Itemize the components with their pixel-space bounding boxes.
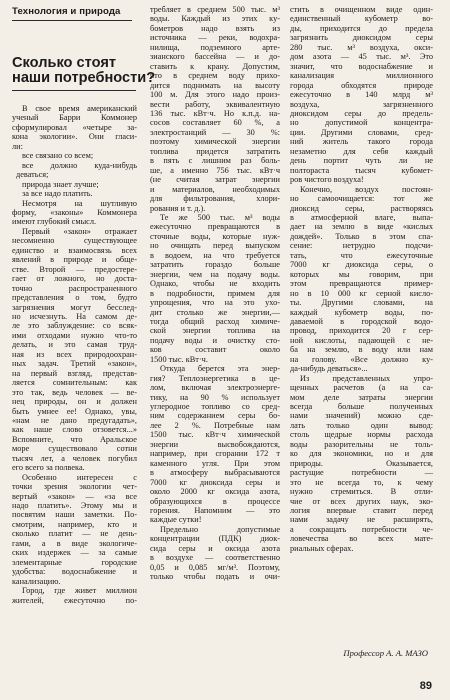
text-line: энергии высвобождаются, — [150, 439, 280, 449]
text-line: да-нибудь деваться»... — [290, 364, 368, 374]
text-line: сида серы и оксида азота — [150, 543, 280, 553]
text-line: канализация миллионного — [290, 71, 433, 81]
text-line: горения. Напомним — это — [150, 506, 280, 516]
text-line: нилища, подземного арте- — [150, 42, 280, 52]
text-line: бометров надо взять из — [150, 23, 280, 33]
text-line: ний житель такого города — [290, 137, 433, 147]
text-line: в подробности, примем для — [150, 288, 280, 298]
section-rubric: Технология и природа — [12, 6, 121, 17]
text-line: дождей». Только в этом спа- — [290, 231, 433, 241]
text-line: в атмосферной влаге, выпа- — [290, 212, 433, 222]
text-line: затратить гораздо больше — [150, 260, 280, 270]
text-line: полтораста тысяч кубомет- — [290, 165, 433, 175]
text-line: тысяч лет, а человек погубил — [12, 453, 137, 463]
text-line: В свое время американский — [22, 104, 137, 113]
author-signature: Профессор А. А. МАЗО — [343, 648, 428, 658]
text-line: образующихся в процессе — [150, 496, 280, 506]
text-line: надо платить». Этому мы и — [12, 501, 137, 511]
text-line: воздуха, загрязненного — [290, 99, 433, 109]
text-line: ских издержек — за самые — [12, 548, 137, 558]
text-line: ловечества во всех мате- — [290, 534, 433, 544]
text-line: а сокращать потребности че- — [290, 524, 433, 534]
text-line: углеродное топливо со сред- — [150, 402, 280, 412]
text-line: море существовало сотни — [12, 444, 137, 454]
text-line: все должно куда-нибудь — [22, 160, 137, 170]
text-line: как наше слово отзовется...» — [12, 425, 137, 435]
text-line: нец природы, он и должен — [12, 397, 137, 407]
text-line: источника — реки, водохра- — [150, 33, 280, 43]
text-line: ды, приходится до предела — [290, 23, 433, 33]
text-line: сточные воды, которые нуж- — [150, 231, 280, 241]
text-line: несомненно существующее — [12, 236, 137, 246]
text-line: ко для экономики, но и для — [290, 449, 433, 459]
text-line: посвятим наши заметки. По- — [12, 510, 137, 520]
text-line: мом деле затраты энергии — [290, 392, 433, 402]
article-headline — [12, 55, 156, 86]
text-line: тогда общий расход химиче- — [150, 316, 280, 326]
text-line: например, при сгорании 172 т — [150, 449, 280, 459]
text-line: загрязнения могут бесслед- — [12, 302, 137, 312]
text-line: каменного угля. При этом — [150, 458, 280, 468]
text-line: точно распространенного — [12, 283, 137, 293]
text-line: в водоем, на что требуется — [150, 250, 280, 260]
text-line: и материалов, необходимых — [150, 184, 280, 194]
text-line: вести работу, эквивалентную — [150, 99, 280, 109]
text-line: его всего за полвека. — [12, 463, 85, 473]
text-line: 7000 кг диоксида серы, о — [290, 260, 433, 270]
text-line: нами значений) можно сде- — [290, 411, 433, 421]
text-line: вертый «закон» — «за все — [12, 491, 137, 501]
text-line: форму, «законы» Коммонера — [12, 207, 137, 217]
text-line: даваемой в городской водо- — [290, 316, 433, 326]
text-line: дом азота — 45 тыс. м³. Это — [290, 52, 433, 62]
text-line: загрязнить диоксидом серы — [290, 33, 433, 43]
text-line: гия? Теплоэнергетика в це- — [150, 373, 280, 383]
text-line: 7000 кг диоксида серы и — [150, 477, 280, 487]
text-line: ров чистого воздуха! — [290, 175, 364, 185]
text-line: стве. Второй — предостере- — [12, 264, 137, 274]
text-line: каждые сутки! — [150, 515, 202, 525]
text-line: сформулировал «четыре за- — [12, 122, 137, 132]
text-line: ли: — [12, 141, 23, 151]
text-line: имеют глубокий смысл. — [12, 217, 97, 227]
text-line: день портит чуть ли не — [290, 156, 433, 166]
headline-line: наши потребности? — [12, 70, 156, 86]
text-line: это так, ведь человек — ве- — [12, 387, 137, 397]
article-column-3 — [290, 5, 433, 553]
text-line: города обходятся природе — [290, 80, 433, 90]
text-line: нами задачу не расширять, — [290, 515, 433, 525]
text-line: 0,05 и 0,085 мг/м³. Поэтому, — [150, 562, 280, 572]
text-line: в атмосферу выбрасываются — [150, 468, 280, 478]
text-line: (не считая затрат энергии — [150, 175, 280, 185]
text-line: ков составит около — [150, 345, 280, 355]
text-line: ежесуточно в 140 млрд м³ — [290, 90, 433, 100]
text-line: гами, а в виде экологиче- — [12, 538, 137, 548]
text-line: ная из всех природоохран- — [12, 349, 137, 359]
text-line: только чтобы подать и очи- — [150, 572, 280, 582]
text-line: зианского бассейна — и до- — [150, 52, 280, 62]
text-line: этом превращаются пример- — [290, 279, 433, 289]
text-line: Вспомните, что Аральское — [12, 434, 137, 444]
text-line: дится поднимать на высоту — [150, 80, 280, 90]
text-line: элементарные городские — [12, 557, 137, 567]
article-column-2 — [150, 5, 280, 582]
text-line: «нам не дано предугадать», — [12, 415, 137, 425]
text-line: ба на землю, в воду или нам — [290, 345, 433, 355]
text-line: ляется сомнительным: как — [12, 378, 137, 388]
text-line: ской энергии топлива на — [150, 326, 280, 336]
text-line: чие от всех других наук, эко- — [290, 496, 433, 506]
text-line: единство и взаимосвязь всех — [12, 245, 137, 255]
text-line: рования и т. д.). — [150, 203, 206, 213]
text-line: это не всегда то, к чему — [290, 477, 433, 487]
text-line: но очищать перед выпуском — [150, 241, 280, 251]
text-line: Особенно интересен с — [22, 472, 137, 482]
text-line: ним содержанием серы бо- — [150, 411, 280, 421]
text-line: ставить к крану. Допустим, — [150, 61, 280, 71]
text-line: ежесуточно превращаются в — [150, 222, 280, 232]
text-line: для фильтрования, хлори- — [150, 194, 280, 204]
text-line: сение: нетрудно подсчи- — [290, 241, 433, 251]
text-line: но в 10 000 кг серной кисло- — [290, 288, 433, 298]
text-line: около 2000 кг оксида азота, — [150, 487, 280, 497]
text-line: энергии, чем на подачу воды. — [150, 269, 280, 279]
text-line: логия впервые ставит перед — [290, 506, 433, 516]
text-line: в пять с лишним раз боль- — [150, 156, 280, 166]
text-line: Конечно, воздух постоян- — [300, 184, 433, 194]
text-line: удобства: водоснабжение и — [12, 567, 137, 577]
text-line: явлений в природе и обще- — [12, 255, 137, 265]
text-line: но допустимой концентра- — [290, 118, 433, 128]
text-line: единственный кубометр во- — [290, 14, 433, 24]
text-line: но исчезнуть. На самом де- — [12, 311, 137, 321]
text-line: нужно стремиться. В отли- — [290, 487, 433, 497]
text-line: все связано со всем; — [22, 151, 94, 161]
text-line: жителей, ежесуточно по- — [12, 595, 137, 605]
text-line: незаметно для себя каждый — [290, 146, 433, 156]
text-line: 1500 тыс. кВт·ч химической — [150, 430, 280, 440]
text-line: риальных сферах. — [290, 543, 354, 553]
text-line: лать только один вывод: — [290, 420, 433, 430]
headline-underline — [12, 90, 136, 91]
text-line: ле это заблуждение: со всяк- — [12, 321, 137, 331]
text-line: ученый Барри Коммонер — [12, 113, 137, 123]
text-line: Несмотря на шутливую — [22, 198, 137, 208]
text-line: значит, что водоснабжение и — [290, 61, 433, 71]
text-line: 136 тыс. кВт·ч. Но к.п.д. на- — [150, 108, 280, 118]
text-line: подачу воды и очистку сто- — [150, 335, 280, 345]
text-line: щенных расчетов (а на са- — [290, 383, 433, 393]
text-line: провод, приходится 20 г сер- — [290, 326, 433, 336]
text-line: лее 2 %. Потребные нам — [150, 420, 280, 430]
text-line: сосов составляет 60 %, а — [150, 118, 280, 128]
text-line: быть умнее ее! Однако, увы, — [12, 406, 137, 416]
text-line: за все надо платить. — [22, 189, 93, 199]
text-line: 1500 тыс. кВт·ч. — [150, 354, 208, 364]
text-line: Из представленных упро- — [300, 373, 433, 383]
text-line: 100 м. Для этого надо произ- — [150, 90, 280, 100]
text-line: канализацию. — [12, 576, 61, 586]
text-line: дит столько же энергии,— — [150, 307, 280, 317]
text-line: ими отходами нужно что-то — [12, 330, 137, 340]
text-line: гает от ложного, но доста- — [12, 274, 137, 284]
text-line: диоксид серы, растворяясь — [290, 203, 433, 213]
text-line: воды. Каждый из этих ку- — [150, 14, 280, 24]
text-line: тать, что ежесуточные — [290, 250, 433, 260]
text-line: ты. Другими словами, на — [290, 298, 433, 308]
text-line: делать, и это самая труд- — [12, 340, 137, 350]
text-line: Город, где живет миллион — [22, 586, 137, 596]
text-line: Однако, чтобы не входить — [150, 279, 280, 289]
text-line: диоксидом серы до предель- — [290, 108, 433, 118]
text-line: требляет в среднем 500 тыс. м³ — [150, 5, 280, 14]
text-line: смотрим, например, кто и — [12, 519, 137, 529]
text-line: упрощения, что на это ухо- — [150, 298, 280, 308]
text-line: которых мы говорим, при — [290, 269, 433, 279]
text-line: на первый взгляд, представ- — [12, 368, 137, 378]
headline-line: Сколько стоят — [12, 55, 116, 71]
text-line: деваться; — [16, 170, 49, 180]
text-line: точки зрения экологии чет- — [12, 482, 137, 492]
text-line: Те же 500 тыс. м³ воды — [160, 212, 280, 222]
text-line: на голову. «Все должно ку- — [290, 354, 433, 364]
text-line: Предельно допустимые — [160, 524, 280, 534]
text-line: ных задач. Третий «закон», — [12, 359, 137, 369]
text-line: поэтому химической энергии — [150, 137, 280, 147]
text-line: Откуда берется эта энер- — [160, 364, 280, 374]
text-line: ной кислоты, падающей с не- — [290, 335, 433, 345]
text-line: ше, а именно 756 тыс. кВт·ч — [150, 165, 280, 175]
text-line: ции. Другими словами, сред- — [290, 127, 433, 137]
article-column-1 — [12, 104, 137, 605]
text-line: концентрации (ПДК) диок- — [150, 534, 280, 544]
text-line: тику, на 90 % использует — [150, 392, 280, 402]
text-line: 280 тыс. м³ воздуха, окси- — [290, 42, 433, 52]
text-line: что в среднем воду прихо- — [150, 71, 280, 81]
text-line: дает на землю в виде «кислых — [290, 222, 433, 232]
page-number: 89 — [419, 680, 432, 692]
text-line: природа знает лучше; — [22, 179, 99, 189]
text-line: природы. Оказывается, — [290, 458, 433, 468]
text-line: топлива придется затратить — [150, 146, 280, 156]
text-line: стить в очищенном виде один- — [290, 5, 433, 14]
text-line: но самоочищается: тот же — [290, 194, 433, 204]
text-line: воды разорительны не толь- — [290, 439, 433, 449]
text-line: лом, включая электроэнерге- — [150, 383, 280, 393]
rubric-underline — [12, 20, 132, 21]
text-line: представления о том, будто — [12, 293, 137, 303]
text-line: в воздухе — соответственно — [150, 553, 280, 563]
text-line: всегда больше полученных — [290, 402, 433, 412]
text-line: столь щедрые нормы расхода — [290, 430, 433, 440]
text-line: каждый кубометр воды, по- — [290, 307, 433, 317]
text-line: сколько платит — не день- — [12, 529, 137, 539]
text-line: растущие потребности — — [290, 468, 433, 478]
text-line: электростанций — 30 %: — [150, 127, 280, 137]
text-line: Первый «закон» отражает — [22, 226, 137, 236]
text-line: кона экологии». Они гласи- — [12, 132, 137, 142]
